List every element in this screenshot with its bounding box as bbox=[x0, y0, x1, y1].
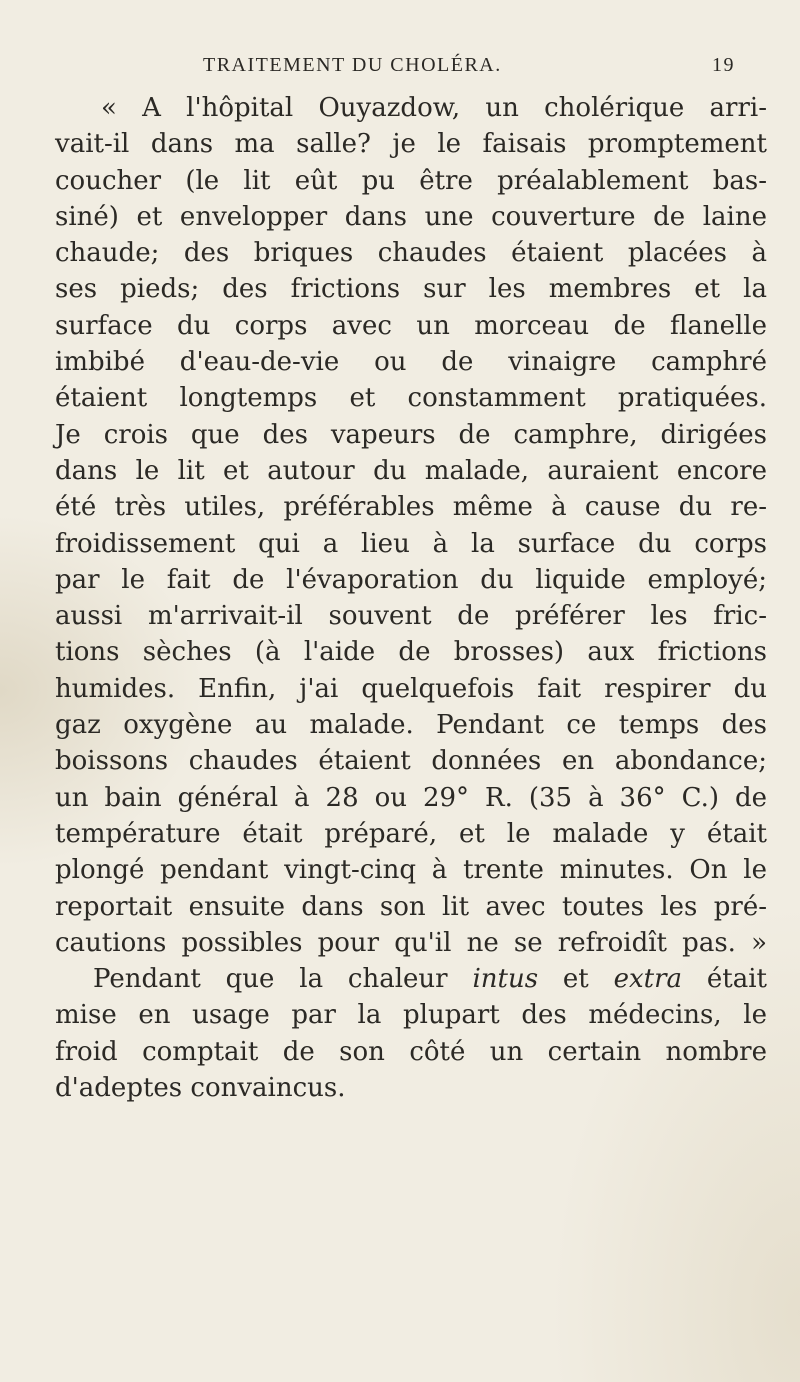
text-line: imbibé d'eau-de-vie ou de vinaigre camphré bbox=[55, 347, 767, 378]
text-line: ses pieds; des frictions sur les membres et la bbox=[55, 274, 767, 305]
text-run: Pendant que la chaleur bbox=[93, 964, 473, 995]
text-line: aussi m'arrivait-il souvent de préférer les fric- bbox=[55, 601, 767, 632]
text-line: plongé pendant vingt-cinq à trente minutes. On le bbox=[55, 855, 767, 886]
text-run: était bbox=[682, 964, 767, 995]
text-line: été très utiles, préférables même à cause du re- bbox=[55, 492, 767, 523]
text-line: cautions possibles pour qu'il ne se refroidît pas. » bbox=[55, 927, 767, 958]
text-line: coucher (le lit eût pu être préalablement bas- bbox=[55, 165, 767, 196]
text-line: tions sèches (à l'aide de brosses) aux frictions bbox=[55, 637, 767, 668]
text-line: par le fait de l'évaporation du liquide employé; bbox=[55, 564, 767, 595]
text-line: boissons chaudes étaient données en abondance; bbox=[55, 746, 767, 777]
text-line: surface du corps avec un morceau de flanelle bbox=[55, 310, 767, 341]
text-line: étaient longtemps et constamment pratiquées. bbox=[55, 383, 767, 414]
text-line: Je crois que des vapeurs de camphre, dirigées bbox=[55, 419, 767, 450]
text-line: chaude; des briques chaudes étaient placées à bbox=[55, 238, 767, 269]
text-line: reportait ensuite dans son lit avec toutes les pré- bbox=[55, 891, 767, 922]
text-line: mise en usage par la plupart des médecins, le bbox=[55, 1000, 767, 1031]
running-head bbox=[203, 54, 735, 84]
text-line: « A l'hôpital Ouyazdow, un cholérique arri- bbox=[101, 93, 767, 123]
text-run: et bbox=[538, 964, 614, 995]
latin-term-intus: intus bbox=[472, 964, 539, 995]
running-title: TRAITEMENT DU CHOLÉRA. bbox=[203, 54, 502, 76]
text-line: gaz oxygène au malade. Pendant ce temps des bbox=[55, 710, 767, 741]
text-line: siné) et envelopper dans une couverture de laine bbox=[55, 201, 767, 232]
text-line: un bain général à 28 ou 29° R. (35 à 36° C.) de bbox=[55, 782, 767, 813]
text-line: froidissement qui a lieu à la surface du corps bbox=[55, 528, 767, 559]
text-line bbox=[55, 961, 767, 997]
text-line: d'adeptes convaincus. bbox=[55, 1073, 346, 1104]
text-line: dans le lit et autour du malade, auraient encore bbox=[55, 455, 767, 486]
closing-paragraph bbox=[55, 961, 767, 1106]
text-line: température était préparé, et le malade y était bbox=[55, 818, 767, 849]
latin-term-extra: extra bbox=[613, 964, 683, 995]
body-text bbox=[55, 90, 767, 1106]
text-line: humides. Enfin, j'ai quelquefois fait respirer du bbox=[55, 673, 767, 704]
text-line: froid comptait de son côté un certain nombre bbox=[55, 1036, 767, 1067]
page-number: 19 bbox=[712, 54, 735, 76]
quoted-paragraph bbox=[55, 90, 767, 961]
text-line: vait-il dans ma salle? je le faisais promptement bbox=[55, 129, 767, 160]
